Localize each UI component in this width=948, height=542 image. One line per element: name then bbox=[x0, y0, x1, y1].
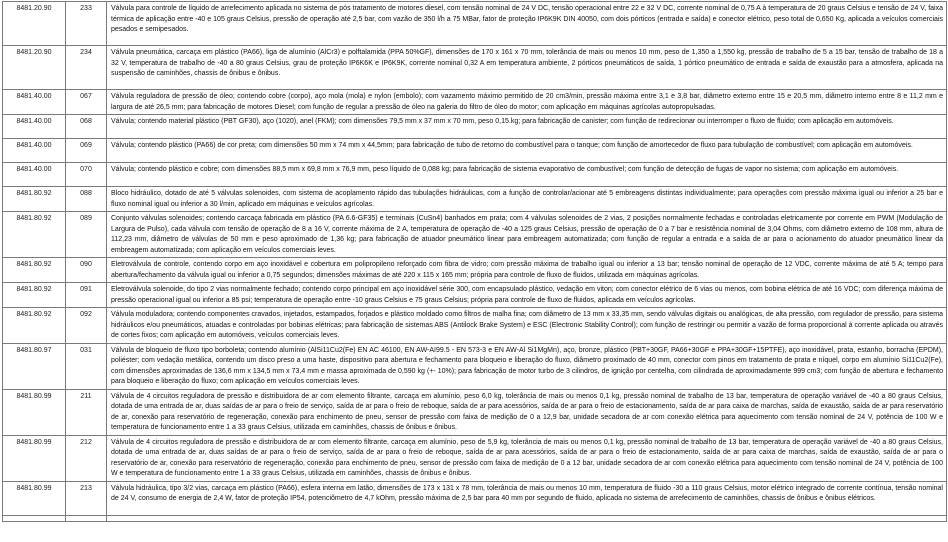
description-cell: Válvula para controle de líquido de arrefecimento aplicada no sistema de pós tratamento de motores diesel, com tensão nominal de 24 V DC, tensão operacional entre 22 e 32 V DC, corrente nominal de 0,75 A à temperatura de 20 graus Celsius e tensão de 24 V, faixa térmica de aplicação entre -40 e 105 graus Celsius, pressão de operação até 2,5 bar, com vazão de 350 l/h a 75 MBar, fator de proteção IP6K9K DIN 40050, com dois pórticos (entrada e saída) e conector elétrico, peso total de 0,650 Kg, aplicada a veículos comerciais pesados e semipesados. bbox=[107, 2, 947, 46]
ncm-code-cell: 8481.80.99 bbox=[3, 389, 66, 435]
description-cell: Válvula hidráulica, tipo 3/2 vias, carcaça em plástico (PA66), esfera interna em latão, dimensões de 173 x 131 x 78 mm, tolerância de mais ou menos 10 mm, temperatura de fluido -30 a 110 graus Celsius, motor elétrico integrado de corrente contínua, tensão nominal de 24 V, consumo de energia de 2,4 W, fator de proteção IP54, potenciômetro de 4,7 kOhm, pressão máxima de 2,5 bar para 40 mm por segundo de fluido, aplicada no sistema de arrefecimento de caminhões, chassis de ônibus e ônibus elétricos. bbox=[107, 481, 947, 515]
ex-number-cell: 070 bbox=[66, 163, 107, 187]
ncm-code-cell: 8481.80.92 bbox=[3, 308, 66, 344]
ex-number-cell: 068 bbox=[66, 115, 107, 139]
ex-number-cell: 067 bbox=[66, 90, 107, 115]
ncm-code-cell: 8481.80.92 bbox=[3, 283, 66, 308]
ex-number-cell: 211 bbox=[66, 389, 107, 435]
description-cell: Bloco hidráulico, dotado de até 5 válvulas solenoides, com sistema de acoplamento rápido das tubulações hidráulicas, com a função de controlar/acionar até 5 embreagens distintas individualmente; para operações com pressão máxima igual ou inferior a 25 bar e fluxo nominal igual ou inferior a 30 l/min, aplicado em máquinas e veículos agrícolas. bbox=[107, 187, 947, 212]
ncm-code-cell: 8481.80.92 bbox=[3, 212, 66, 258]
ex-tariff-table bbox=[2, 1, 947, 522]
table-body bbox=[3, 2, 947, 522]
description-cell: Eletroválvula solenoide, do tipo 2 vias normalmente fechado; contendo corpo principal em aço inoxidável série 300, com encapsulado plástico, vedação em viton; com conector elétrico de 6 vias ou menos, com bobina elétrica de até 16 VDC; com diferença máxima de pressão operacional igual ou inferior a 85 psi; temperatura de operação entre -10 graus Celsius e 75 graus Celsius; própria para controle de fluxo de fluidos, aplicada em veículos agrícolas. bbox=[107, 283, 947, 308]
ex-number-cell: 092 bbox=[66, 308, 107, 344]
ex-number-cell bbox=[66, 515, 107, 521]
ncm-code-cell: 8481.80.92 bbox=[3, 258, 66, 283]
ex-number-cell: 090 bbox=[66, 258, 107, 283]
ncm-code-cell: 8481.20.90 bbox=[3, 2, 66, 46]
ncm-code-cell: 8481.80.99 bbox=[3, 481, 66, 515]
ex-number-cell: 031 bbox=[66, 343, 107, 389]
table-row bbox=[3, 435, 947, 481]
table-row bbox=[3, 258, 947, 283]
description-cell: Válvula de bloqueio de fluxo tipo borboleta; contendo alumínio (AlSi11Cu2(Fe) EN AC 46100, EN AW-AI99.5 - EN 573-3 e EN AW-Al Si1MgMn), aço, bronze, plástico (PBT+30GF, PA66+30GF e PPA+30GF+15PTFE), aço inoxidável, prata, estanho, borracha (EPDM), poliéster; com vedação metálica, contendo um disco preso a uma haste, dispositivo para abertura e fechamento para bloqueio e liberação do fluxo, diâmetro proximado de 40 mm, conector com pinos em tratamento de prata e níquel, corpo em alumínio Si11Cu2(Fe), com dimensões aproximadas de 136,6 mm x 134,5 mm x 73,4 mm e massa aproximada de 0,590 kg (+- 10%); para fabricação de motor turbo de 3 cilindros, de ignição por centelha, com cilindrada de aproximadamente 999 cm3; com função de abertura e fechamento para bloqueio e liberação do fluxo; com aplicação em veículos comerciais leves. bbox=[107, 343, 947, 389]
ncm-code-cell: 8481.40.00 bbox=[3, 115, 66, 139]
ncm-code-cell: 8481.40.00 bbox=[3, 139, 66, 163]
table-row bbox=[3, 283, 947, 308]
description-cell: Válvula; contendo material plástico (PBT GF30), aço (1020), anel (FKM); com dimensões 79,5 mm x 37 mm x 70 mm, peso 0,15.kg; para fabricação de canister; com função de redirecionar ou interromper o fluxo de fluido; com aplicação em automóveis. bbox=[107, 115, 947, 139]
description-cell: Válvula pneumática, carcaça em plástico (PA66), liga de alumínio (AlCr3) e polftalamida (PPA 50%GF), dimensões de 170 x 161 x 70 mm, tolerância de mais ou menos 10 mm, peso de 1,350 a 1,550 kg, pressão de trabalho de 5 a 15 bar, tensão de trabalho de 18 a 32 V, temperatura de trabalho de -40 a 80 graus Celsius, grau de proteção IP6K6K e IP6K9K, corrente nominal 0,32 A em temperatura ambiente, 2 pórticos pneumáticos de saída, 1 pórtico pneumático de entrada e saída de exaustão para a atmosfera, aplicada na suspensão de caminhões, chassis de ônibus e ônibus. bbox=[107, 46, 947, 90]
ex-number-cell: 089 bbox=[66, 212, 107, 258]
table-row bbox=[3, 343, 947, 389]
ex-number-cell: 088 bbox=[66, 187, 107, 212]
ncm-code-cell bbox=[3, 515, 66, 521]
ncm-code-cell: 8481.80.97 bbox=[3, 343, 66, 389]
table-row bbox=[3, 115, 947, 139]
description-cell: Válvula reguladora de pressão de óleo; contendo cobre (corpo), aço mola (mola) e nylon (embolo); com vazamento máximo permitido de 20 cm3/min, pressão máxima entre 3,1 e 3,8 bar, diâmetro externo entre 15 e 20,5 mm, diâmetro interno entre 8 e 11,2 mm e largura de até 26,5 mm; para fabricação de motores Diesel; com função de regular a pressão de óleo na galeria do filtro de óleo do motor; com aplicação em máquinas agrícolas autopropulsadas. bbox=[107, 90, 947, 115]
ncm-code-cell: 8481.40.00 bbox=[3, 90, 66, 115]
table-row bbox=[3, 187, 947, 212]
description-cell: Eletroválvula de controle, contendo corpo em aço inoxidável e cobertura em polipropileno reforçado com fibra de vidro; com pressão máxima de trabalho igual ou inferior a 13 bar; tensão nominal de operação de 12 VDC, corrente máxima de até 5 A; tempo para abertura/fechamento da válvula igual ou inferior a 0,75 segundos; dimensões máximas de até 220 x 115 x 165 mm; própria para controle de fluxo de fluidos, utilizada em máquinas agrícolas. bbox=[107, 258, 947, 283]
ex-number-cell: 234 bbox=[66, 46, 107, 90]
ncm-code-cell: 8481.20.90 bbox=[3, 46, 66, 90]
description-cell: Conjunto válvulas solenoides; contendo carcaça fabricada em plástico (PA 6.6-GF35) e terminais (CuSn4) banhados em prata; com 4 válvulas solenoides de 2 vias, 2 posições normalmente fechadas e controladas eletricamente por corrente em PWM (Modulação de Largura de Pulso), cada válvula com tensão de operação de 8 a 16 V, corrente máxima de 2 A, temperatura de operação de -40 a 125 graus Celsius, pressão de operação de 0 a 7 bar e resistência nominal de 3,04 Ohms, com diâmetro externo de 108 mm, altura de 112,23 mm, diâmetro de válvulas de 50 mm e peso aproximado de 1,36 kg; para fabricação de atuador pneumático linear para embreagem automatizada; com função de regular a entrada e a saída de ar para o acionamento do atuador pneumático linear da embreagem automatizada; com aplicação em veículos comerciais leves. bbox=[107, 212, 947, 258]
table-row bbox=[3, 308, 947, 344]
description-cell bbox=[107, 515, 947, 521]
table-row bbox=[3, 481, 947, 515]
description-cell: Válvula de 4 circuitos reguladora de pressão e distribuidora de ar com elemento filtrante, carcaça em alumínio, peso de 5,9 kg, tolerância de mais ou menos 0,1 kg, pressão nominal de trabalho de 13 bar, temperatura de operação variável de -40 a 80 graus Celsius, dotada de uma entrada de ar, duas saídas de ar para o freio de serviço, saída de ar para o freio de reboque, saída de ar para acessórios, saída de ar para o freio de estacionamento, saída de ar para caixa de marchas, saída de exaustão, saída de ar para o reservatório de ar, conexão para reservatório de regeneração, conexão para enchimento de pneu, sensor de pressão com faixa de medição de 0 a 12 bar, unidade secadora de ar com conexão elétrica para aquecimento com tensão nominal de 24 V, potência de 100 W e temperatura de funcionamento entre 1 a 33 graus Celsius, utilizada em caminhões, chassis de ônibus e ônibus. bbox=[107, 435, 947, 481]
table-row bbox=[3, 389, 947, 435]
ex-number-cell: 069 bbox=[66, 139, 107, 163]
table-row bbox=[3, 515, 947, 521]
table-row bbox=[3, 2, 947, 46]
ex-number-cell: 233 bbox=[66, 2, 107, 46]
table-row bbox=[3, 46, 947, 90]
ncm-code-cell: 8481.80.92 bbox=[3, 187, 66, 212]
table-row bbox=[3, 90, 947, 115]
table-row bbox=[3, 212, 947, 258]
description-cell: Válvula; contendo plástico e cobre; com dimensões 88,5 mm x 69,8 mm x 76,9 mm, peso líquido de 0,088 kg; para fabricação de sistema evaporativo de combustível; com função de detecção de fugas de vapor no sistema; com aplicação em automóveis. bbox=[107, 163, 947, 187]
ncm-code-cell: 8481.80.99 bbox=[3, 435, 66, 481]
ex-number-cell: 212 bbox=[66, 435, 107, 481]
table-row bbox=[3, 163, 947, 187]
ex-number-cell: 091 bbox=[66, 283, 107, 308]
description-cell: Válvula de 4 circuitos reguladora de pressão e distribuidora de ar com elemento filtrante, carcaça em alumínio, peso 6,0 kg, tolerância de mais ou menos 0,1 kg, pressão nominal de trabalho de 13 bar, temperatura de operação variável de -40 a 80 graus Celsius, dotada de uma entrada de ar, duas saídas de ar para o freio de serviço, saída de ar para o freio de reboque, saída de ar para acessórios, saída de ar para o freio de estacionamento, saída de ar para caixa de marchas, saída de exaustão, saída de ar para reservatório de ar, conexão para reservatório de regeneração, conexão para enchimento de pneu, sensor de pressão com faixa de medição de 0 a 12,9 bar, unidade secadora de ar com conexão elétrica para aquecimento com tensão nominal de 24 V, potência de 100 W e temperatura de funcionamento entre 1 a 33 graus Celsius, utilizada em caminhões, chassis de ônibus e ônibus. bbox=[107, 389, 947, 435]
description-cell: Válvula moduladora; contendo componentes cravados, injetados, estampados, forjados e plástico moldado como filtros de malha fina; com diâmetro de 13 mm x 33,35 mm, sendo válvulas digitais ou analógicas, de alta pressão, com regulador de pressão, para sistema hidráulicos e/ou pneumáticos, atuadas e controladas por bobinas elétricas; para fabricação de sistemas ABS (Antilock Brake System) e ESC (Electronic Stability Control); com função de restringir ou permitir a vazão de forma proporcional à corrente aplicada ou através de cortes fixos; com aplicação em automóveis, veículos comerciais leves. bbox=[107, 308, 947, 344]
ncm-code-cell: 8481.40.00 bbox=[3, 163, 66, 187]
ex-number-cell: 213 bbox=[66, 481, 107, 515]
description-cell: Válvula; contendo plástico (PA66) de cor preta; com dimensões 50 mm x 74 mm x 44,5mm; para fabricação de tubo de retorno do combustível para o tanque; com função de amortecedor de fluxo para tubulação de combustível; com aplicação em automóveis. bbox=[107, 139, 947, 163]
table-row bbox=[3, 139, 947, 163]
